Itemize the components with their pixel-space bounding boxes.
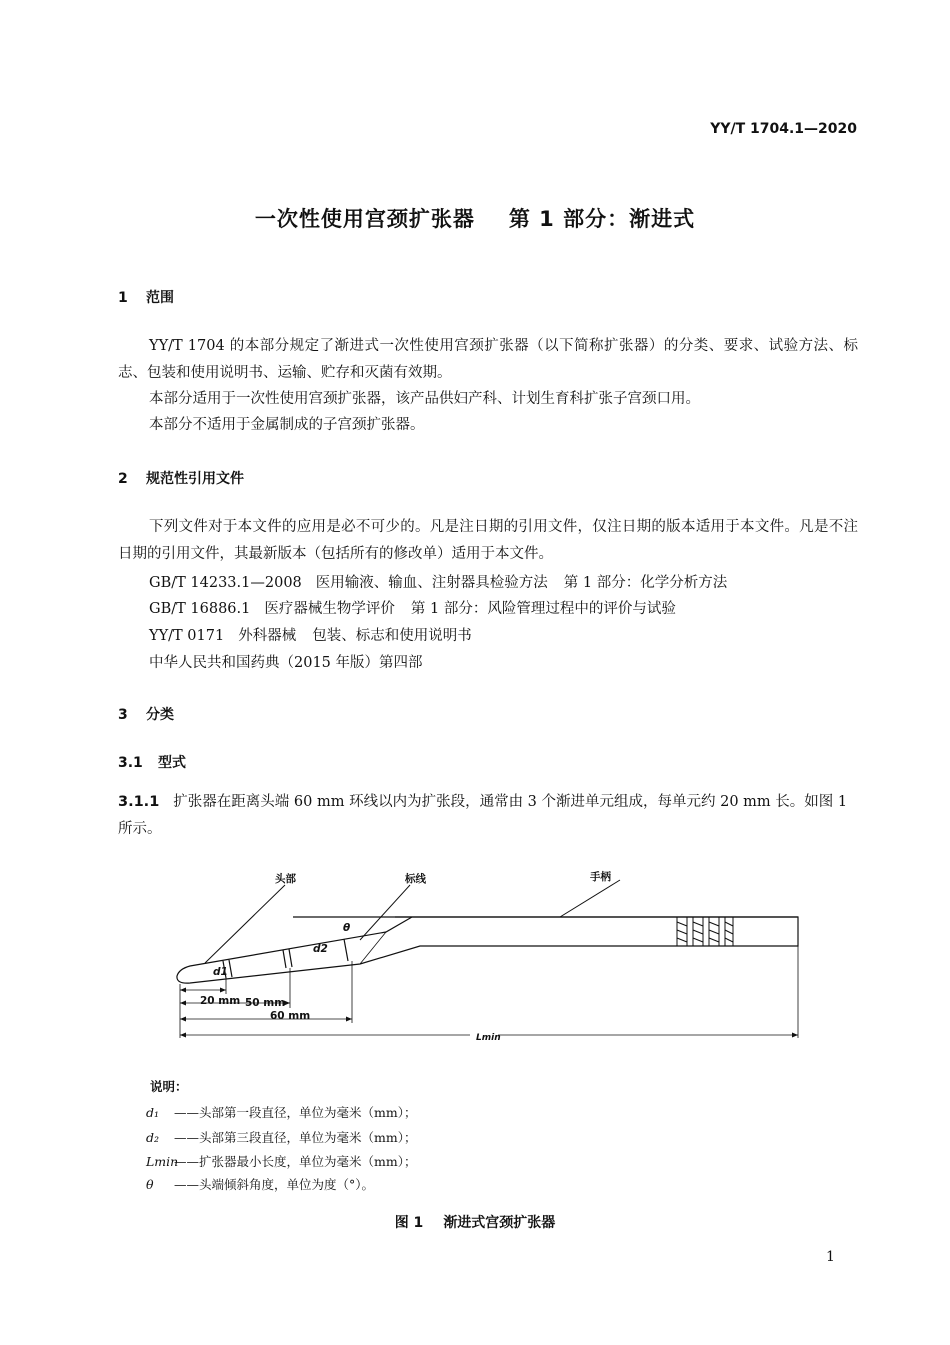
legend-row [146,1103,416,1121]
title-sub: 第 1 部分：渐进式 [508,207,696,231]
reference-item [149,571,727,592]
label-d1: d1 [213,966,228,978]
reference-title: 医用输液、输血、注射器具检验方法 [315,575,548,591]
paragraph: 本部分适用于一次性使用宫颈扩张器，该产品供妇产科、计划生育科扩张子宫颈口用。 [149,391,700,407]
reference-part: 包装、标志和使用说明书 [312,628,472,644]
legend-desc: ——头端倾斜角度，单位为度（°）。 [174,1177,375,1192]
dilator-outline [177,917,798,983]
section-heading-normative-references [118,468,244,488]
reference-code: YY/T 0171 [149,628,225,644]
reference-item [149,651,423,672]
label-head: 头部 [275,873,296,885]
legend-symbol: d₁ [146,1105,160,1120]
section-title: 分类 [146,707,174,723]
legend-desc: ——头部第一段直径，单位为毫米（mm）； [174,1105,417,1120]
reference-item [149,624,472,645]
reference-title: 外科器械 [238,628,297,644]
standard-code: YY/T 1704.1—2020 [710,121,857,137]
label-lmin: Lmin [476,1033,501,1043]
paragraph: 本部分不适用于金属制成的子宫颈扩张器。 [149,417,425,433]
section-title: 范围 [146,290,174,306]
reference-code: GB/T 16886.1 [149,601,251,617]
label-dim-60: 60 mm [270,1010,311,1022]
page-number: 1 [826,1249,835,1265]
section-title: 型式 [158,755,186,771]
legend-desc: ——头部第三段直径，单位为毫米（mm）； [174,1130,417,1145]
clause-text: 扩张器在距离头端 60 mm 环线以内为扩张段，通常由 3 个渐进单元组成，每单元约 20 mm 长。如图 1 所示。 [118,794,848,837]
ring-line [289,949,292,967]
reference-code: 中华人民共和国药典（2015 年版）第四部 [149,655,423,671]
section-number: 3.1 [118,755,143,771]
figure-title: 渐进式宫颈扩张器 [443,1215,556,1231]
clause-3-1-1 [118,789,858,842]
figure-number: 图 1 [394,1215,424,1231]
ring-line [283,950,286,968]
section-number: 3 [118,707,128,723]
ring-line [229,960,232,977]
section-heading-scope [118,287,174,307]
legend-row [146,1152,416,1170]
section-number: 1 [118,290,128,306]
label-theta: θ [343,922,351,934]
label-dim-50: 50 mm [245,997,286,1009]
label-dim-20: 20 mm [200,995,241,1007]
legend-row [146,1175,374,1193]
reference-part: 第 1 部分：风险管理过程中的评价与试验 [410,601,676,617]
figure-caption [0,1212,950,1232]
legend-symbol: θ [146,1177,154,1192]
legend-row [146,1128,416,1146]
handle-leader [560,880,620,917]
legend-symbol: Lmin [146,1154,179,1169]
label-handle: 手柄 [590,871,611,883]
legend-symbol: d₂ [146,1130,160,1145]
subsection-heading-type [118,752,186,772]
dilator-figure [150,860,820,1050]
label-mark-line: 标线 [405,873,426,885]
document-title [0,203,950,233]
title-main: 一次性使用宫颈扩张器 [254,207,475,231]
bend-line [360,932,386,964]
paragraph: 下列文件对于本文件的应用是必不可少的。凡是注日期的引用文件，仅注日期的版本适用于本文件。凡是不注日期的引用文件，其最新版本（包括所有的修改单）适用于本文件。 [118,519,858,562]
section-number: 2 [118,471,128,487]
section-title: 规范性引用文件 [146,471,244,487]
legend-desc: ——扩张器最小长度，单位为毫米（mm）； [174,1154,417,1169]
label-d2: d2 [313,943,328,955]
reference-code: GB/T 14233.1—2008 [149,575,302,591]
paragraph: YY/T 1704 的本部分规定了渐进式一次性使用宫颈扩张器（以下简称扩张器）的分类、要求、试验方法、标志、包装和使用说明书、运输、贮存和灭菌有效期。 [118,338,858,381]
section-heading-classification [118,704,174,724]
reference-title: 医疗器械生物学评价 [264,601,395,617]
reference-part: 第 1 部分：化学分析方法 [563,575,728,591]
handle-grip [677,917,733,946]
legend-title: 说明： [150,1079,188,1094]
mark-line-ring [344,939,348,961]
clause-number: 3.1.1 [118,794,160,810]
reference-item [149,597,676,618]
